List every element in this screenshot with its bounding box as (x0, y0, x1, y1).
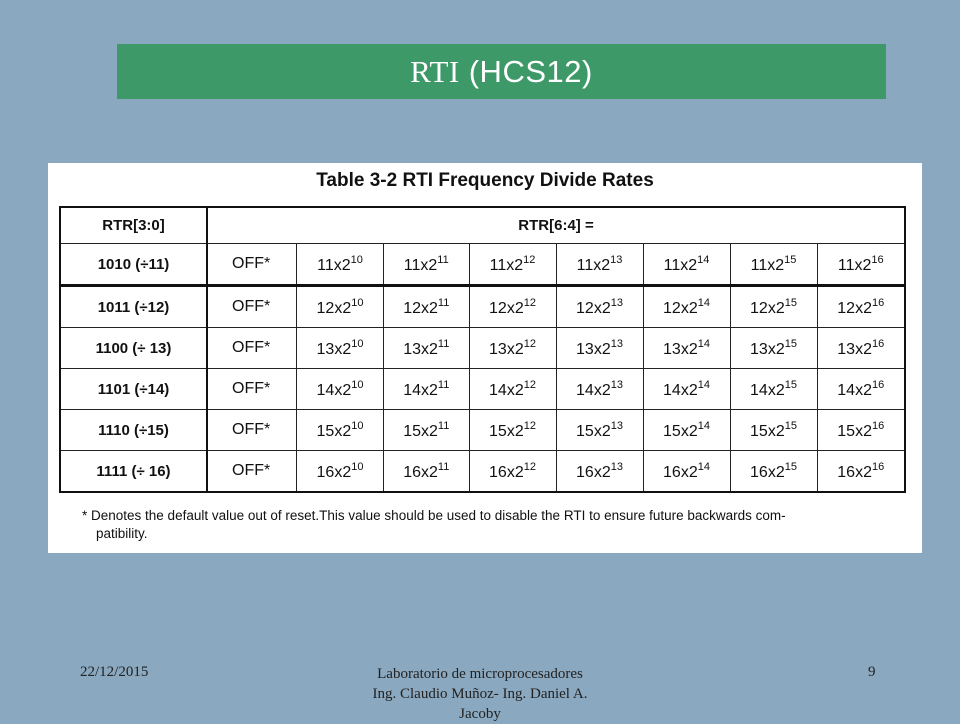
rate-cell (556, 410, 643, 451)
rate-exponent: 11 (437, 253, 449, 266)
table-header-row (60, 207, 905, 244)
rate-base: 16x2 (663, 463, 698, 481)
rate-exponent: 12 (523, 253, 536, 266)
rate-exponent: 11 (437, 296, 450, 309)
rate-exponent: 13 (610, 337, 623, 350)
rate-base: 16x2 (489, 463, 524, 481)
rate-exponent: 15 (784, 253, 797, 266)
rate-exponent: 15 (784, 296, 797, 309)
rate-cell (643, 244, 730, 286)
rate-base: 14x2 (316, 381, 352, 399)
rate-exponent: 10 (350, 253, 363, 266)
rate-exponent: 13 (610, 253, 623, 266)
rate-exponent: 16 (871, 460, 885, 473)
rate-cell (817, 410, 905, 451)
rate-exponent: 12 (523, 378, 536, 391)
rate-base: 13x2 (576, 340, 611, 358)
rate-cell (297, 244, 384, 286)
rate-base: 16x2 (316, 463, 352, 481)
rate-base: 12x2 (489, 299, 524, 317)
rate-exponent: 15 (784, 337, 797, 350)
row-label: 1110 (÷15) (60, 410, 207, 451)
rate-exponent: 16 (871, 378, 885, 391)
rate-cell (297, 286, 384, 328)
off-cell: OFF* (207, 286, 297, 328)
rate-base: 11x2 (837, 256, 872, 274)
rate-exponent: 14 (697, 460, 710, 473)
rate-exponent: 11 (437, 378, 450, 391)
rate-cell (297, 328, 384, 369)
rate-cell (643, 286, 730, 328)
rate-cell (643, 410, 730, 451)
rate-base: 13x2 (837, 340, 872, 358)
rate-base: 15x2 (403, 422, 438, 440)
rate-exponent: 15 (784, 419, 797, 432)
rate-exponent: 10 (351, 337, 364, 350)
rate-base: 15x2 (576, 422, 611, 440)
rate-base: 12x2 (316, 299, 352, 317)
rate-cell (384, 244, 470, 286)
rate-base: 16x2 (403, 463, 438, 481)
rate-exponent: 12 (523, 419, 536, 432)
table-footnote (82, 507, 892, 543)
rate-base: 13x2 (489, 340, 524, 358)
rate-cell (384, 451, 470, 493)
row-label: 1101 (÷14) (60, 369, 207, 410)
off-cell: OFF* (207, 369, 297, 410)
rate-cell (730, 244, 817, 286)
slide-title-rti: RTI (410, 53, 460, 89)
rate-exponent: 10 (351, 460, 364, 473)
rate-exponent: 13 (610, 296, 623, 309)
rate-base: 12x2 (403, 299, 438, 317)
rate-exponent: 16 (871, 253, 884, 266)
rate-base: 11x2 (663, 256, 698, 274)
rate-exponent: 11 (437, 460, 450, 473)
rate-cell (556, 451, 643, 493)
rate-exponent: 14 (697, 337, 710, 350)
rate-exponent: 10 (351, 296, 364, 309)
rate-base: 16x2 (750, 463, 785, 481)
rate-cell (730, 328, 817, 369)
rate-base: 11x2 (317, 256, 351, 274)
table-row (60, 244, 905, 286)
rate-base: 16x2 (837, 463, 872, 481)
rate-base: 13x2 (403, 340, 438, 358)
rate-cell (643, 328, 730, 369)
header-rtr-6-4: RTR[6:4] = (207, 207, 905, 244)
rate-base: 13x2 (663, 340, 698, 358)
rate-base: 14x2 (663, 381, 698, 399)
rate-cell (469, 451, 556, 493)
rate-exponent: 14 (697, 296, 710, 309)
off-cell: OFF* (207, 328, 297, 369)
slide-title-hcs12: (HCS12) (468, 53, 593, 89)
row-label: 1111 (÷ 16) (60, 451, 207, 493)
rate-exponent: 13 (610, 419, 623, 432)
rate-cell (297, 410, 384, 451)
rate-cell (817, 369, 905, 410)
rate-cell (556, 369, 643, 410)
rate-base: 16x2 (576, 463, 611, 481)
table-row (60, 410, 905, 451)
rate-exponent: 10 (351, 419, 364, 432)
off-cell: OFF* (207, 451, 297, 493)
rate-exponent: 15 (784, 378, 797, 391)
rate-base: 14x2 (576, 381, 611, 399)
footnote-line-1: * Denotes the default value out of reset.This value should be used to disable the RTI to ensure future backwards com- (82, 508, 786, 523)
off-cell: OFF* (207, 410, 297, 451)
rate-cell (730, 451, 817, 493)
rate-base: 11x2 (403, 256, 438, 274)
rate-cell (556, 328, 643, 369)
rate-cell (730, 286, 817, 328)
rate-cell (384, 369, 470, 410)
rate-exponent: 11 (437, 419, 450, 432)
rate-exponent: 13 (610, 378, 623, 391)
off-cell: OFF* (207, 244, 297, 286)
table-row (60, 369, 905, 410)
rate-base: 15x2 (663, 422, 698, 440)
rti-divide-rates-table (59, 206, 906, 493)
rate-cell (469, 286, 556, 328)
slide-title-bar (117, 44, 886, 99)
rate-cell (730, 369, 817, 410)
rate-exponent: 13 (610, 460, 623, 473)
table-image-panel (48, 163, 922, 553)
footer-credits (340, 664, 620, 724)
rate-base: 12x2 (837, 299, 872, 317)
rate-cell (469, 244, 556, 286)
rate-base: 11x2 (750, 256, 785, 274)
table-row (60, 286, 905, 328)
rate-cell (556, 244, 643, 286)
rate-cell (817, 244, 905, 286)
rate-exponent: 10 (351, 378, 364, 391)
rate-cell (297, 451, 384, 493)
footer-credits-line-3: Jacoby (459, 706, 501, 722)
rate-cell (297, 369, 384, 410)
rate-exponent: 14 (697, 378, 710, 391)
header-rtr-3-0: RTR[3:0] (60, 207, 207, 244)
footer-date: 22/12/2015 (80, 664, 149, 680)
rate-exponent: 16 (871, 419, 885, 432)
rate-cell (643, 369, 730, 410)
row-label: 1010 (÷11) (60, 244, 207, 286)
rate-cell (643, 451, 730, 493)
rate-base: 15x2 (316, 422, 352, 440)
row-label: 1100 (÷ 13) (60, 328, 207, 369)
table-caption: Table 3-2 RTI Frequency Divide Rates (316, 170, 654, 191)
footer-credits-line-1: Laboratorio de microprocesadores (377, 666, 583, 682)
rate-exponent: 16 (871, 296, 885, 309)
rate-cell (469, 410, 556, 451)
rate-base: 14x2 (489, 381, 524, 399)
rate-exponent: 16 (871, 337, 885, 350)
rate-cell (817, 328, 905, 369)
footnote-line-2: patibility. (96, 526, 148, 541)
rate-base: 13x2 (316, 340, 352, 358)
footer-page-number: 9 (868, 664, 876, 680)
rate-base: 11x2 (489, 256, 524, 274)
rate-exponent: 12 (523, 460, 536, 473)
rate-base: 15x2 (837, 422, 872, 440)
rate-cell (469, 328, 556, 369)
rate-cell (730, 410, 817, 451)
rate-cell (817, 286, 905, 328)
rate-base: 14x2 (750, 381, 785, 399)
rate-exponent: 14 (697, 419, 710, 432)
rate-base: 11x2 (576, 256, 611, 274)
rate-base: 12x2 (663, 299, 698, 317)
rate-base: 13x2 (750, 340, 785, 358)
rate-cell (469, 369, 556, 410)
rate-cell (556, 286, 643, 328)
footer-credits-line-2: Ing. Claudio Muñoz- Ing. Daniel A. (372, 686, 588, 702)
table-row (60, 328, 905, 369)
rate-exponent: 12 (523, 337, 536, 350)
rate-exponent: 15 (784, 460, 797, 473)
rate-base: 14x2 (837, 381, 872, 399)
rate-cell (384, 328, 470, 369)
row-label: 1011 (÷12) (60, 286, 207, 328)
rate-base: 12x2 (576, 299, 611, 317)
rate-cell (817, 451, 905, 493)
rate-exponent: 12 (523, 296, 536, 309)
table-row (60, 451, 905, 493)
rate-exponent: 11 (437, 337, 450, 350)
rate-cell (384, 286, 470, 328)
rate-base: 15x2 (750, 422, 785, 440)
rate-base: 12x2 (750, 299, 785, 317)
rate-cell (384, 410, 470, 451)
rate-base: 15x2 (489, 422, 524, 440)
rate-base: 14x2 (403, 381, 438, 399)
rate-exponent: 14 (697, 253, 710, 266)
